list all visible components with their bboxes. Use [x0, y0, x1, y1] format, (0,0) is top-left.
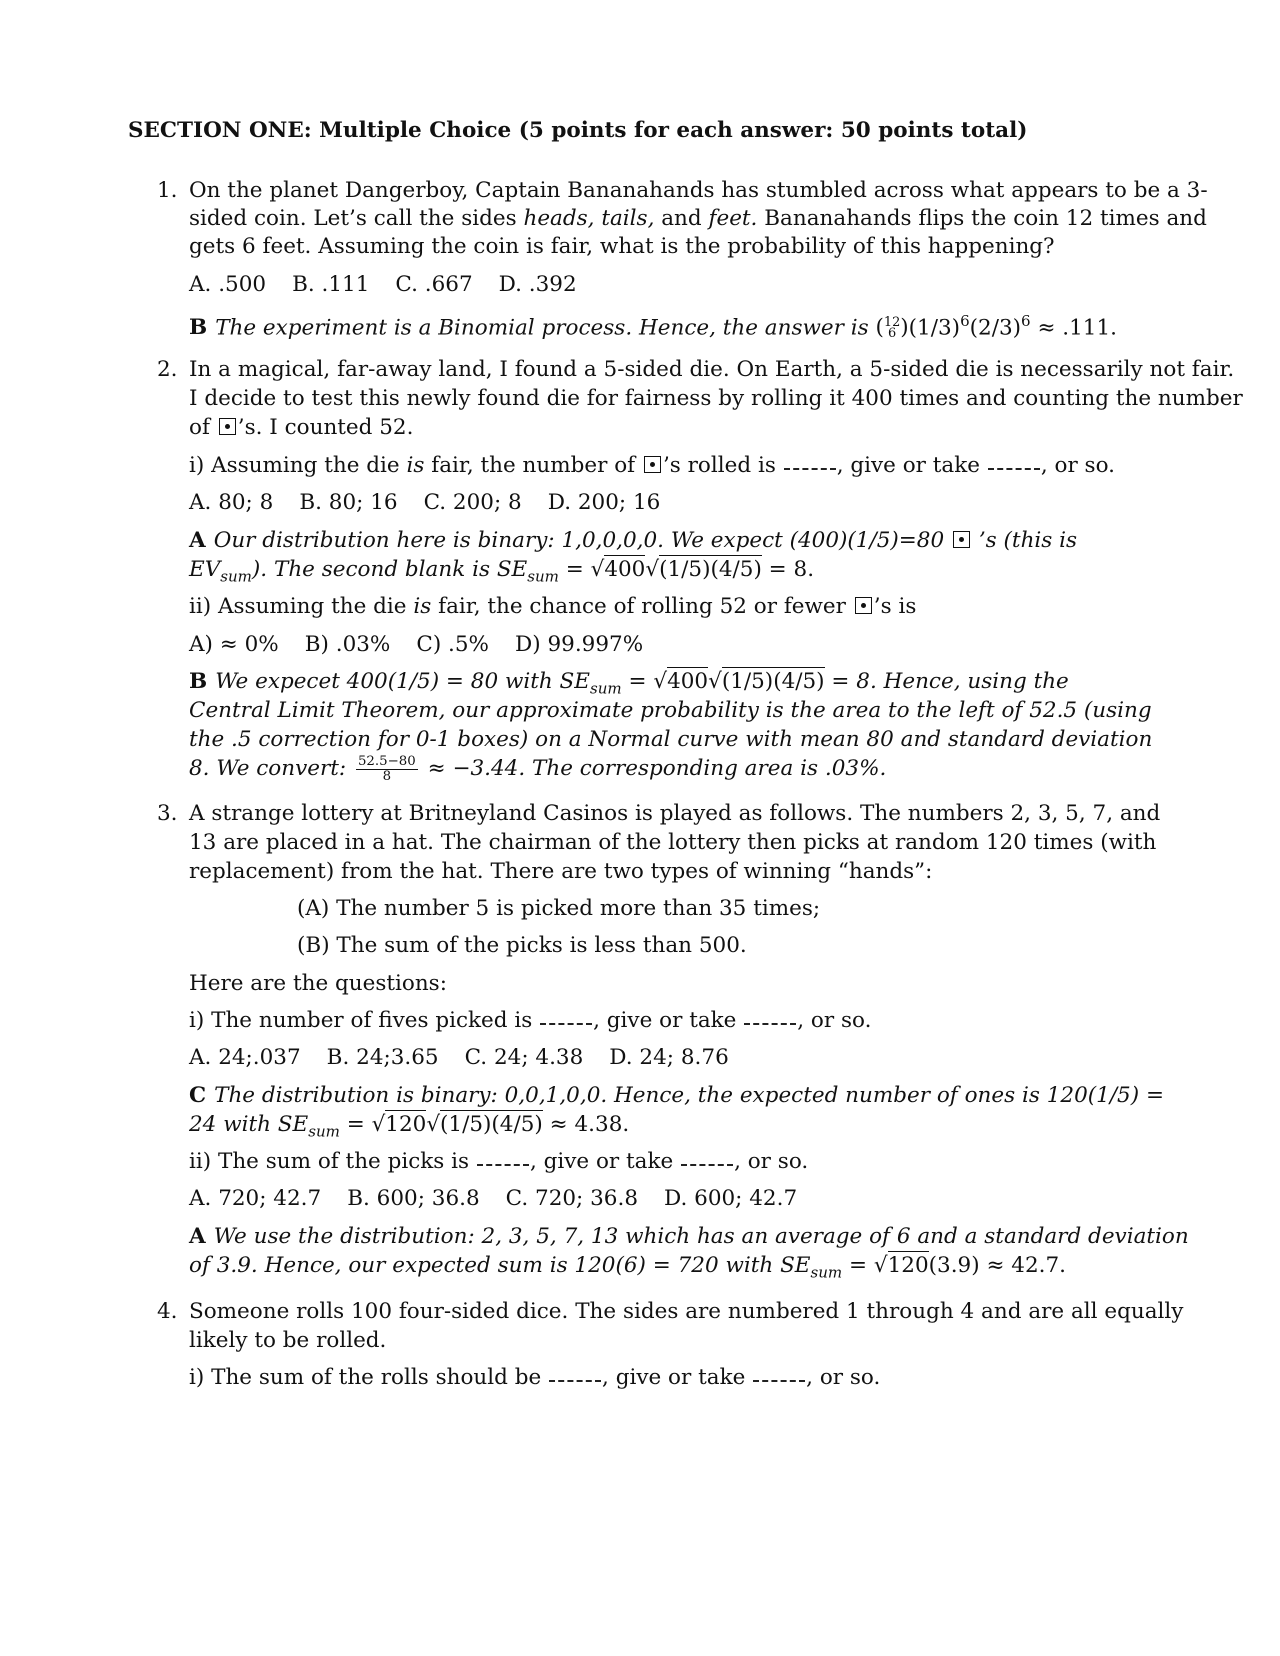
text: We expecet 400(1/5) = 80 with SE: [215, 669, 590, 694]
question-4-text-line-2: likely to be rolled.: [189, 1328, 387, 1353]
questions-intro: Here are the questions:: [189, 971, 447, 996]
text: 52.5−80: [357, 753, 416, 769]
choice: C. 200; 8: [423, 490, 522, 515]
text: 120: [887, 1253, 929, 1278]
choice: C. 24; 4.38: [464, 1045, 584, 1070]
text: , give or take: [529, 1149, 681, 1174]
answer-blank: [988, 454, 1040, 470]
answer-letter: A: [189, 528, 206, 553]
text: ≈ −3.44. The corresponding area is .03%.: [420, 756, 887, 781]
choice: C. .667: [395, 272, 473, 297]
answer-blank: [540, 1009, 592, 1025]
text: (1/5)(4/5): [659, 557, 762, 582]
text: feet.: [708, 206, 758, 231]
question-3-ii-solution-line-1: [189, 1222, 1189, 1251]
choice: A. 80; 8: [189, 490, 274, 515]
text: ≈ 4.38.: [542, 1112, 630, 1137]
question-4-part-i: [189, 1363, 880, 1392]
section-heading: SECTION ONE: Multiple Choice (5 points for each answer: 50 points total): [128, 118, 1028, 143]
answer-blank: [744, 1009, 796, 1025]
question-2-ii-solution-line-2: Central Limit Theorem, our approximate probability is the area to the left of 52.5 (using: [189, 698, 1152, 723]
question-1-number: 1.: [157, 178, 178, 203]
fraction: [356, 755, 418, 784]
text: is: [413, 594, 432, 619]
question-2-text-line-2: I decide to test this newly found die for fairness by rolling it 400 times and counting the number: [189, 386, 1243, 411]
text: ’s (this is: [972, 528, 1078, 553]
question-2-ii-solution-line-3: the .5 correction for 0-1 boxes) on a Normal curve with mean 80 and standard deviation: [189, 727, 1153, 752]
text: Bananahands flips the coin 12 times and: [757, 206, 1207, 231]
text: (3.9) ≈ 42.7.: [928, 1253, 1066, 1278]
question-2-text-line-3: [189, 413, 413, 442]
question-1-text-line-2: [189, 204, 1207, 233]
text: fair, the chance of rolling 52 or fewer: [431, 594, 853, 619]
text: The experiment is a Binomial process. Hence, the answer is: [215, 315, 876, 341]
text: 24 with SE: [189, 1112, 309, 1137]
text: 6: [887, 326, 897, 342]
text: ’s. I counted 52.: [237, 415, 414, 440]
question-2-i-solution-line-2: [189, 555, 814, 591]
text: (1/5)(4/5): [721, 669, 825, 694]
text: , or so.: [806, 1365, 881, 1390]
choice: D. 200; 16: [547, 490, 661, 515]
text: is: [406, 453, 425, 478]
answer-blank: [681, 1150, 733, 1166]
question-1-text-line-3: gets 6 feet. Assuming the coin is fair, what is the probability of this happening?: [189, 234, 1055, 259]
question-2-number: 2.: [157, 357, 178, 382]
text: ii) The sum of the picks is: [189, 1149, 476, 1174]
answer-letter: B: [189, 669, 208, 694]
text: sum: [589, 679, 622, 698]
winning-hand-a: (A) The number 5 is picked more than 35 times;: [297, 896, 821, 921]
question-1-solution: [189, 307, 1117, 342]
text: heads, tails,: [523, 206, 655, 231]
choice: B. 24;3.65: [326, 1045, 439, 1070]
text: ≈ .111.: [1030, 315, 1117, 341]
question-2-part-i: [189, 451, 1115, 480]
choice: B. 80; 16: [299, 490, 398, 515]
text: and: [654, 206, 709, 231]
text: ). The second blank is SE: [251, 557, 528, 582]
choice: B. 600; 36.8: [347, 1186, 480, 1211]
question-4-text-line-1: Someone rolls 100 four-sided dice. The sides are numbered 1 through 4 and are all equally: [189, 1299, 1184, 1324]
question-2-ii-solution-line-4: [189, 754, 886, 784]
choice: A. 720; 42.7: [189, 1186, 322, 1211]
die-face-icon: [855, 597, 872, 614]
answer-blank: [549, 1366, 601, 1382]
question-3-part-i: [189, 1006, 871, 1035]
question-2-text-line-1: In a magical, far-away land, I found a 5-sided die. On Earth, a 5-sided die is necessarily not fair.: [189, 357, 1235, 382]
text: i) Assuming the die: [189, 453, 407, 478]
text: 8. We convert:: [189, 756, 353, 781]
text: ’s is: [873, 594, 917, 619]
text: fair, the number of: [424, 453, 642, 478]
text: The distribution is binary: 0,0,1,0,0. Hence, the expected number of ones is 120(1/5) =: [214, 1083, 1164, 1108]
text: , or so.: [1040, 453, 1115, 478]
question-3-text-line-3: replacement) from the hat. There are two types of winning “hands”:: [189, 859, 933, 884]
choice: D. .392: [498, 272, 577, 297]
text: , give or take: [836, 453, 987, 478]
choice: A. .500: [189, 272, 267, 297]
question-2-i-solution-line-1: [189, 526, 1077, 555]
question-1-text-line-1: On the planet Dangerboy, Captain Bananahands has stumbled across what appears to be a 3-: [189, 178, 1208, 203]
binomial-coefficient: (12 6 ): [875, 314, 909, 342]
text: = 8. Hence, using the: [824, 669, 1069, 694]
text: sum: [220, 567, 252, 586]
text: i) The sum of the rolls should be: [189, 1365, 549, 1390]
text: 120: [385, 1112, 427, 1137]
question-3-text-line-1: A strange lottery at Britneyland Casinos is played as follows. The numbers 2, 3, 5, 7, and: [189, 801, 1161, 826]
die-face-icon: [644, 456, 661, 473]
question-3-ii-choices: [189, 1184, 823, 1213]
choice: D. 24; 8.76: [609, 1045, 729, 1070]
text: 6: [960, 312, 970, 330]
text: = √: [558, 557, 605, 582]
text: (1/5)(4/5): [440, 1112, 543, 1137]
question-2-part-ii: [189, 592, 916, 621]
text: 12: [883, 314, 901, 330]
die-face-icon: [219, 418, 236, 435]
question-3-i-solution-line-2: [189, 1110, 629, 1146]
question-3-ii-solution-line-2: [189, 1251, 1066, 1287]
text: , give or take: [593, 1008, 744, 1033]
choice: B. .111: [292, 272, 370, 297]
text: EV: [189, 557, 221, 582]
text: (2/3): [969, 315, 1022, 341]
text: sum: [810, 1263, 843, 1282]
text: 400: [667, 669, 709, 694]
question-3-text-line-2: 13 are placed in a hat. The chairman of the lottery then picks at random 120 times (with: [189, 830, 1157, 855]
choice: A. 24;.037: [189, 1045, 301, 1070]
question-2-i-choices: [189, 488, 686, 517]
question-3-i-choices: [189, 1043, 755, 1072]
text: 8: [382, 768, 392, 784]
answer-blank: [784, 454, 836, 470]
answer-letter: C: [189, 1083, 207, 1108]
answer-blank: [477, 1150, 529, 1166]
choice: D. 600; 42.7: [664, 1186, 798, 1211]
text: i) The number of fives picked is: [189, 1008, 540, 1033]
text: sum: [308, 1122, 340, 1141]
question-3-number: 3.: [157, 801, 178, 826]
question-3-i-solution-line-1: [189, 1081, 1164, 1110]
text: = √: [621, 669, 668, 694]
text: ii) Assuming the die: [189, 594, 414, 619]
text: of 3.9. Hence, our expected sum is 120(6) = 720 with SE: [189, 1253, 811, 1278]
die-face-icon: [953, 531, 970, 548]
text: sided coin. Let’s call the sides: [189, 206, 524, 231]
answer-letter: A: [189, 1224, 206, 1249]
question-2-ii-choices: [189, 630, 669, 659]
question-3-part-ii: [189, 1147, 808, 1176]
choice: D) 99.997%: [515, 632, 644, 657]
text: Our distribution here is binary: 1,0,0,0,0. We expect (400)(1/5)=80: [213, 528, 951, 553]
text: 6: [1021, 312, 1031, 330]
question-1-choices: [189, 270, 603, 299]
choice: C. 720; 36.8: [505, 1186, 638, 1211]
text: ’s rolled is: [662, 453, 783, 478]
text: , or so.: [797, 1008, 872, 1033]
choice: A) ≈ 0%: [189, 632, 279, 657]
answer-blank: [753, 1366, 805, 1382]
text: , or so.: [734, 1149, 809, 1174]
text: 400: [604, 557, 646, 582]
winning-hand-b: (B) The sum of the picks is less than 500.: [297, 933, 747, 958]
text: = 8.: [761, 557, 815, 582]
answer-letter: B: [189, 315, 208, 341]
question-4-number: 4.: [157, 1299, 178, 1324]
text: sum: [527, 567, 559, 586]
text: = √: [339, 1112, 386, 1137]
choice: B) .03%: [304, 632, 391, 657]
text: We use the distribution: 2, 3, 5, 7, 13 which has an average of 6 and a standard deviation: [213, 1224, 1189, 1249]
text: √: [426, 1112, 441, 1137]
text: √: [708, 669, 722, 694]
text: of: [189, 415, 217, 440]
text: √: [645, 557, 660, 582]
text: = √: [842, 1253, 888, 1278]
text: , give or take: [602, 1365, 753, 1390]
text: (1/3): [908, 315, 961, 341]
choice: C) .5%: [416, 632, 489, 657]
